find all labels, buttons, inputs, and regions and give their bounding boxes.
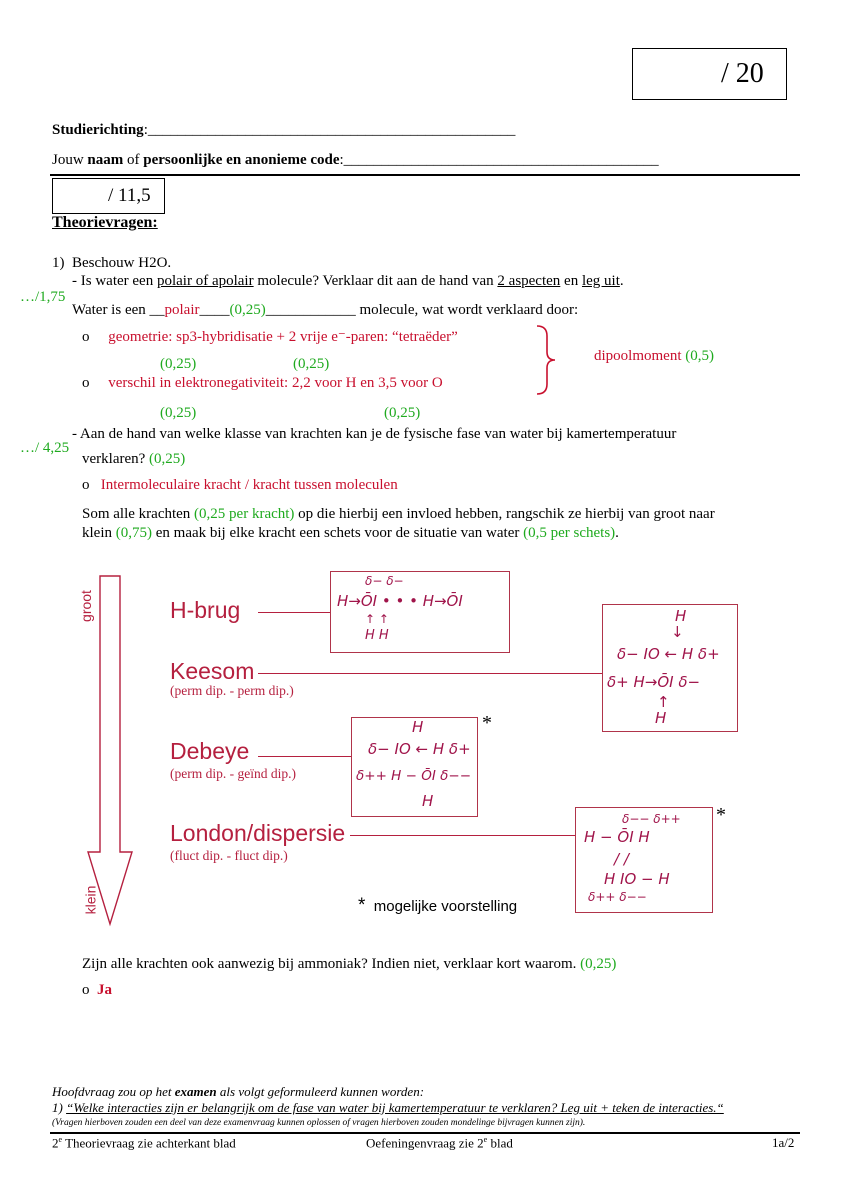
sketch-london-l3: / / <box>614 850 629 868</box>
section-title: Theorievragen: <box>52 214 158 231</box>
sub-a-mid: molecule? Verklaar dit aan de hand van <box>253 273 498 289</box>
sketch-london-l2: H − ŌI H <box>584 828 650 846</box>
size-arrow <box>77 572 140 930</box>
footer-l1-bold: examen <box>174 1084 217 1099</box>
sketch-hbrug <box>330 571 510 653</box>
footer-rule <box>50 1132 800 1134</box>
sketch-debeye-star: * <box>482 712 492 734</box>
connector-hbrug <box>258 612 330 613</box>
sketch-debeye-l2: δ− IO ← H δ+ <box>368 740 471 758</box>
rank-line-1 <box>82 506 715 523</box>
dipool-text: dipoolmoment <box>594 348 682 364</box>
footer-line-2 <box>52 1100 724 1116</box>
rank-2: op die hierbij een invloed hebben, rangschik ze hierbij van groot naar <box>294 506 715 522</box>
bm-post: blad <box>487 1135 513 1151</box>
sketch-hbrug-l4: H H <box>365 628 389 643</box>
sketch-hbrug-l1: δ− δ− <box>365 574 404 588</box>
footer-line-1 <box>52 1084 424 1100</box>
total-score-box <box>632 48 787 100</box>
total-score: / 20 <box>721 58 764 89</box>
connector-london <box>350 835 575 836</box>
sketch-london-l1: δ−− δ++ <box>622 812 681 826</box>
bl-post: Theorievraag zie achterkant blad <box>62 1135 236 1151</box>
bl-pre: 2 <box>52 1135 59 1151</box>
q2-question-text: Zijn alle krachten ook aanwezig bij ammoniak? Indien niet, verklaar kort waarom. <box>82 956 577 972</box>
rank-line-2 <box>82 525 619 542</box>
bullet-2-text: verschil in elektronegativiteit: 2,2 voor H en 3,5 voor O <box>108 375 443 391</box>
force-london: London/dispersie <box>170 820 346 846</box>
sub-a-end: . <box>619 273 624 289</box>
sketch-debeye-l1: H <box>412 718 424 736</box>
bullet-1 <box>82 327 458 346</box>
q1-title-text: Beschouw H2O. <box>72 255 172 271</box>
rank-4-pts: (0,5 per schets) <box>523 525 616 541</box>
sketch-debeye-l3: δ++ H − ŌI δ−− <box>356 768 472 784</box>
header-rule <box>50 174 800 176</box>
rank-1: Som alle krachten <box>82 506 195 522</box>
sketch-keesom-l6: H <box>655 709 667 727</box>
naam-blank[interactable]: :__________________________________________ <box>339 152 659 168</box>
connector-debeye <box>258 756 352 757</box>
bm-pre: Oefeningenvraag zie 2 <box>366 1135 484 1151</box>
score-b: …/ 4,25 <box>20 440 70 456</box>
sub-question-b-line2 <box>82 451 185 468</box>
arrow-bottom-label: klein <box>82 885 99 915</box>
bullet-2-pts-a: (0,25) <box>160 405 197 421</box>
naam-label: naam <box>87 152 124 168</box>
sketch-london-star: * <box>716 804 726 826</box>
q2-answer <box>82 982 112 999</box>
sub-a-mid2: en <box>560 273 582 289</box>
section-score: / 11,5 <box>108 185 151 206</box>
sub-question-a <box>72 273 624 290</box>
footer-l2-num: 1) <box>52 1100 67 1115</box>
naam-line <box>52 152 659 169</box>
answer-pts: (0,25) <box>229 302 266 318</box>
sketch-debeye <box>351 717 478 817</box>
sketch-keesom <box>602 604 738 732</box>
force-london-sub: (fluct dip. - fluct dip.) <box>170 848 288 863</box>
sketch-keesom-l2: ↓ <box>671 623 684 641</box>
arrow-top-label: groot <box>77 590 94 622</box>
curly-brace <box>535 324 557 396</box>
sketch-debeye-l4: H <box>422 792 434 810</box>
studierichting-label: Studierichting <box>52 122 144 138</box>
answer-polair: polair <box>164 302 200 318</box>
bullet-2 <box>82 375 443 392</box>
bullet-2-pts-b: (0,25) <box>384 405 421 421</box>
force-hbrug: H-brug <box>170 597 241 623</box>
rank-3: klein <box>82 525 116 541</box>
sub-a-u2: 2 aspecten <box>497 273 561 289</box>
rank-3-pts: (0,75) <box>115 525 152 541</box>
footer-bottom-left <box>52 1135 236 1151</box>
sub-b-answer-text: Intermoleculaire kracht / kracht tussen moleculen <box>100 477 398 493</box>
bullet-1-text: geometrie: sp3-hybridisatie + 2 vrije e⁻-paren: “tetraëder” <box>108 329 458 345</box>
footer-page-number: 1a/2 <box>772 1135 795 1150</box>
force-debeye: Debeye <box>170 738 250 764</box>
bullet-marker: o <box>82 477 90 493</box>
code-label: persoonlijke en anonieme code <box>143 152 340 168</box>
footer-line-3: (Vragen hierboven zouden een deel van deze examenvraag kunnen oplossen of vragen hierboven zouden mondelinge bijvragen kunnen zijn). <box>52 1118 586 1128</box>
bm-sup: e <box>483 1135 488 1144</box>
sketch-london-l4: H IO − H <box>604 870 670 888</box>
studierichting-blank[interactable]: :_________________________________________________ <box>143 122 516 138</box>
bullet-1-pts-b: (0,25) <box>293 356 330 372</box>
bullet-marker: o <box>82 982 90 998</box>
force-keesom: Keesom <box>170 658 255 684</box>
naam-mid: of <box>123 152 144 168</box>
q2-answer-text: Ja <box>97 982 112 998</box>
force-debeye-sub: (perm dip. - geïnd dip.) <box>170 766 296 781</box>
diagram-legend <box>358 895 517 917</box>
naam-prefix: Jouw <box>52 152 88 168</box>
q2-question <box>82 956 616 973</box>
connector-keesom <box>258 673 602 674</box>
legend-text: mogelijke voorstelling <box>373 898 518 915</box>
bullet-marker: o <box>82 329 90 345</box>
rank-5: . <box>615 525 619 541</box>
sub-b-line2-text: verklaren? <box>82 451 146 467</box>
sketch-hbrug-l3: ↑ ↑ <box>365 612 389 626</box>
sub-a-u1: polair of apolair <box>156 273 254 289</box>
answer-blank1: ____ <box>199 302 230 318</box>
sub-a-pre: - Is water een <box>72 273 157 289</box>
section-score-box <box>52 178 165 214</box>
score-a: …/1,75 <box>20 289 66 305</box>
dipool-pts: (0,5) <box>685 348 714 364</box>
sketch-keesom-l3: δ− IO ← H δ+ <box>617 645 720 663</box>
q1-title <box>52 255 171 272</box>
sub-b-pts: (0,25) <box>149 451 186 467</box>
footer-l1-pre: Hoofdvraag zou op het <box>52 1084 175 1099</box>
bullet-1-pts-a: (0,25) <box>160 356 197 372</box>
footer-l1-post: als volgt geformuleerd kunnen worden: <box>216 1084 425 1099</box>
legend-star: * <box>358 895 366 916</box>
sketch-keesom-l5: ↑ <box>657 693 670 711</box>
dipool-label <box>594 348 714 365</box>
answer-post: molecule, wat wordt verklaard door: <box>355 302 579 318</box>
sketch-london <box>575 807 713 913</box>
answer-line <box>72 302 578 319</box>
answer-blank2: ____________ <box>265 302 356 318</box>
force-keesom-sub: (perm dip. - perm dip.) <box>170 683 294 698</box>
rank-1-pts: (0,25 per kracht) <box>194 506 295 522</box>
sketch-keesom-l4: δ+ H→ŌI δ− <box>607 673 701 691</box>
bl-sup: e <box>58 1135 63 1144</box>
q2-pts: (0,25) <box>580 956 617 972</box>
rank-4: en maak bij elke kracht een schets voor de situatie van water <box>152 525 524 541</box>
footer-bottom-mid <box>366 1135 513 1151</box>
sub-b-answer <box>82 477 398 494</box>
footer-l2-question: “Welke interacties zijn er belangrijk om de fase van water bij kamertemperatuur te verklaren? Leg uit + teken de interacties.“ <box>66 1100 724 1115</box>
studierichting-line <box>52 122 515 139</box>
sub-a-u3: leg uit <box>581 273 620 289</box>
q1-number: 1) <box>52 255 65 271</box>
sketch-london-l5: δ++ δ−− <box>588 890 647 904</box>
answer-pre: Water is een __ <box>72 302 165 318</box>
bullet-marker: o <box>82 375 90 391</box>
sketch-hbrug-l2: H→ŌI • • • H→ŌI <box>337 592 463 610</box>
sketch-keesom-l1: H <box>675 607 687 625</box>
sub-question-b-line1: - Aan de hand van welke klasse van krachten kan je de fysische fase van water bij kamertemperatuur <box>72 426 677 442</box>
